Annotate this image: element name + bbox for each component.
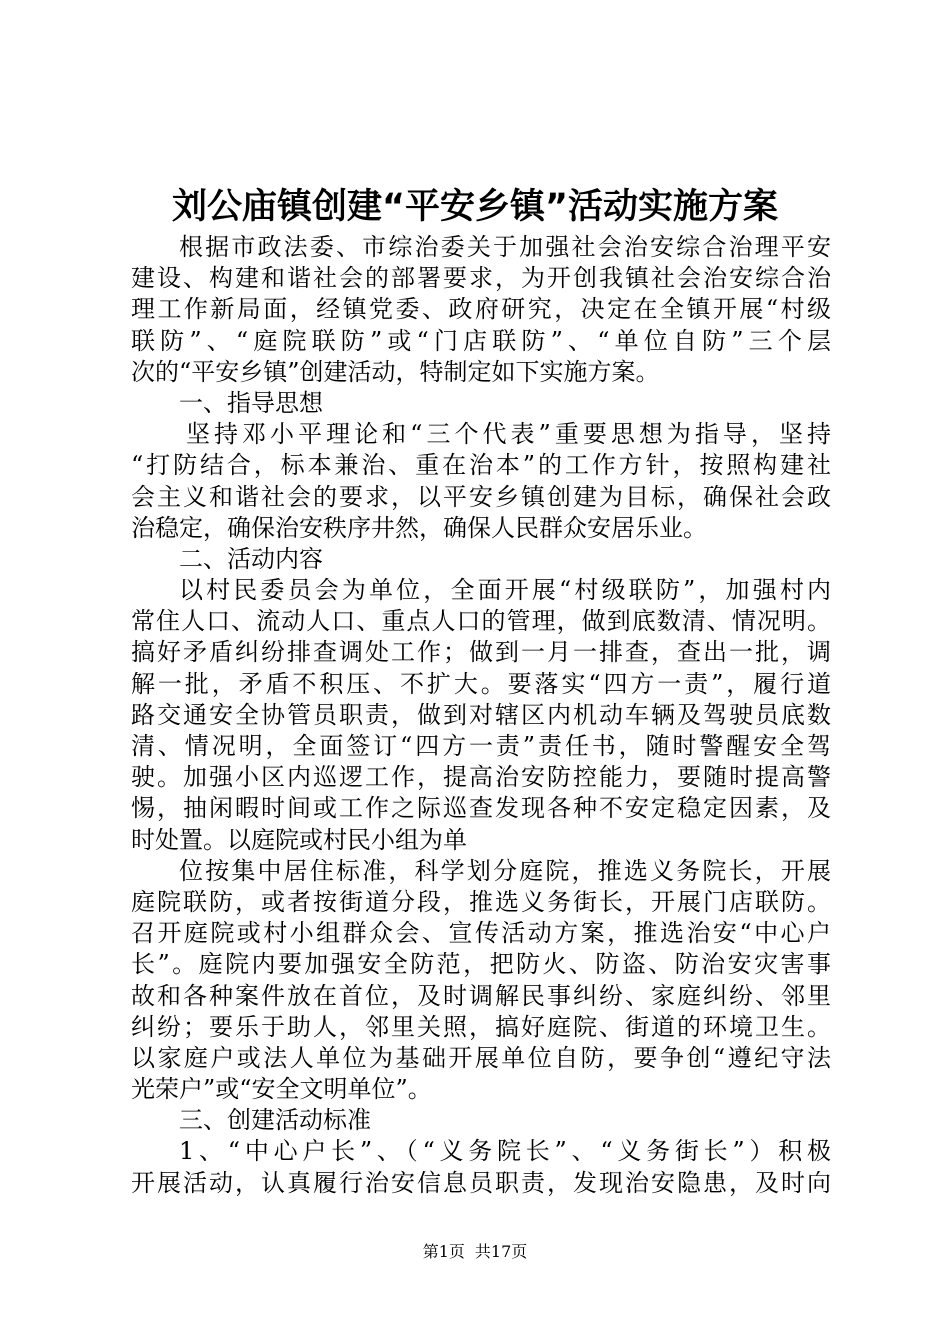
page-footer xyxy=(0,1241,950,1263)
paragraph-line: 1、“中心户长”、（“义务院长”、“义务街长”）积极 xyxy=(179,1137,831,1166)
paragraph-line: 解一批，矛盾不积压、不扩大。要落实“四方一责”，履行道 xyxy=(131,669,831,698)
paragraph-line: 庭院联防，或者按街道分段，推选义务街长，开展门店联防。 xyxy=(131,887,831,916)
page-number: 第1页 xyxy=(422,1242,465,1261)
paragraph-line: 理工作新局面，经镇党委、政府研究，决定在全镇开展“村级 xyxy=(131,295,831,324)
paragraph-line: 常住人口、流动人口、重点人口的管理，做到底数清、情况明。 xyxy=(131,607,831,636)
paragraph-line: 位按集中居住标准，科学划分庭院，推选义务院长，开展 xyxy=(179,856,831,885)
paragraph-line: 路交通安全协管员职责，做到对辖区内机动车辆及驾驶员底数 xyxy=(131,700,831,729)
paragraph-line: 治稳定，确保治安秩序井然，确保人民群众安居乐业。 xyxy=(131,513,707,542)
paragraph-line: 以村民委员会为单位，全面开展“村级联防”，加强村内 xyxy=(179,576,831,605)
paragraph-line: 会主义和谐社会的要求，以平安乡镇创建为目标，确保社会政 xyxy=(131,482,831,511)
document-body xyxy=(131,232,831,1199)
section-heading: 二、活动内容 xyxy=(179,544,323,573)
paragraph-line: 次的“平安乡镇”创建活动，特制定如下实施方案。 xyxy=(131,357,660,386)
paragraph-line: 惕，抽闲暇时间或工作之际巡查发现各种不安定稳定因素，及 xyxy=(131,794,831,823)
paragraph-line: 纠纷；要乐于助人，邻里关照，搞好庭院、街道的环境卫生。 xyxy=(131,1012,831,1041)
paragraph-line: 根据市政法委、市综治委关于加强社会治安综合治理平安 xyxy=(179,233,831,261)
paragraph-line: 时处置。以庭院或村民小组为单 xyxy=(131,825,467,854)
paragraph-line: 驶。加强小区内巡逻工作，提高治安防控能力，要随时提高警 xyxy=(131,763,831,792)
paragraph-line: 坚持邓小平理论和“三个代表”重要思想为指导，坚持 xyxy=(186,420,831,449)
section-heading: 一、指导思想 xyxy=(179,388,323,417)
paragraph-line: 召开庭院或村小组群众会、宣传活动方案，推选治安“中心户 xyxy=(131,919,831,948)
paragraph-line: 清、情况明，全面签订“四方一责”责任书，随时警醒安全驾 xyxy=(131,732,831,760)
paragraph-line: 联防”、“庭院联防”或“门店联防”、“单位自防”三个层 xyxy=(131,326,831,355)
paragraph-line: “打防结合，标本兼治、重在治本”的工作方针，按照构建社 xyxy=(131,451,831,480)
paragraph-line: 开展活动，认真履行治安信息员职责，发现治安隐患，及时向 xyxy=(131,1168,831,1197)
paragraph-line: 故和各种案件放在首位，及时调解民事纠纷、家庭纠纷、邻里 xyxy=(131,981,831,1010)
paragraph-line: 以家庭户或法人单位为基础开展单位自防，要争创“遵纪守法 xyxy=(131,1043,831,1072)
paragraph-line: 长”。庭院内要加强安全防范，把防火、防盗、防治安灾害事 xyxy=(131,950,831,979)
document-title: 刘公庙镇创建“平安乡镇”活动实施方案 xyxy=(171,187,778,227)
paragraph-line: 搞好矛盾纠纷排查调处工作；做到一月一排查，查出一批，调 xyxy=(131,638,831,667)
page-total: 共17页 xyxy=(474,1242,528,1261)
paragraph-line: 光荣户”或“安全文明单位”。 xyxy=(131,1075,432,1104)
section-heading: 三、创建活动标准 xyxy=(179,1106,371,1135)
paragraph-line: 建设、构建和谐社会的部署要求，为开创我镇社会治安综合治 xyxy=(131,264,831,293)
